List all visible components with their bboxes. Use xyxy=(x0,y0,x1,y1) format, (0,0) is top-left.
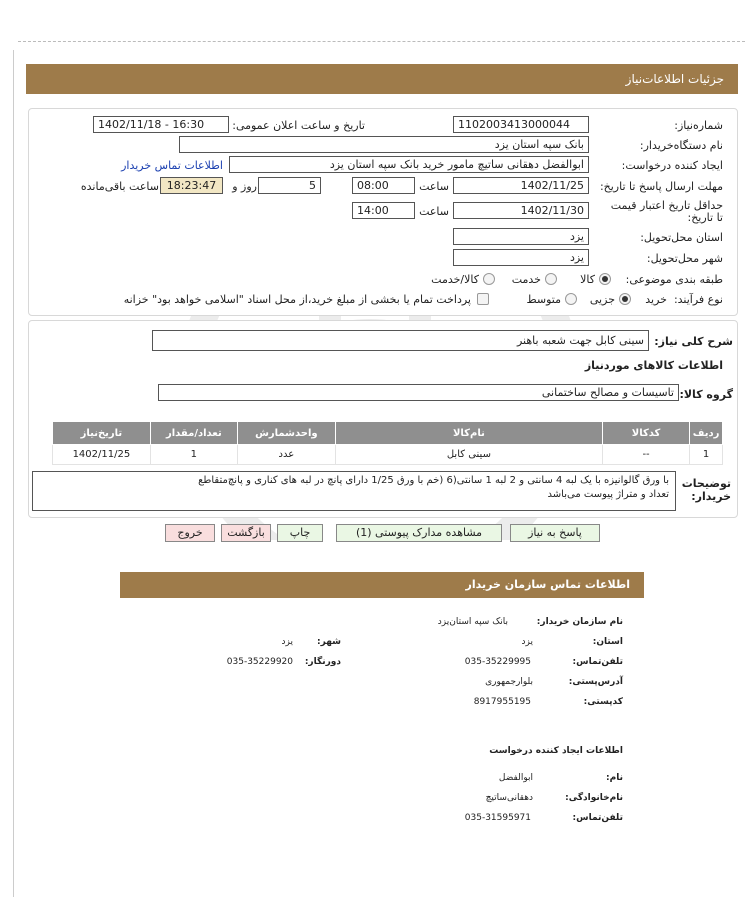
category-option-goods: کالا xyxy=(580,273,595,286)
process-option-minor: جزیی xyxy=(589,293,615,306)
validity-label-2: تا تاریخ: xyxy=(687,211,723,224)
org-name-value: بانک سپه استان‌یزد xyxy=(437,617,508,627)
cell-row: 1 xyxy=(690,445,723,465)
org-phone-value: 035-35229995 xyxy=(464,657,531,667)
group-label: گروه کالا: xyxy=(679,388,733,401)
items-table-header xyxy=(53,422,723,445)
cell-unit: عدد xyxy=(237,445,335,465)
summary-label: شرح کلی نیاز: xyxy=(654,335,733,348)
deadline-time-label: ساعت xyxy=(419,180,449,193)
org-name-label: نام سازمان خریدار: xyxy=(536,617,623,627)
need-number-label: شماره‌نیاز: xyxy=(674,119,723,132)
contact-section-title: اطلاعات تماس سازمان خریدار xyxy=(465,578,630,591)
reply-button[interactable]: پاسخ به نیاز xyxy=(510,524,600,542)
creator-phone-value: 035-31595971 xyxy=(464,813,531,823)
days-label: روز و xyxy=(232,180,257,193)
notes-label-2: خریدار: xyxy=(691,490,731,503)
category-radio-both[interactable] xyxy=(483,273,495,285)
need-info-panel xyxy=(28,108,738,316)
category-label: طبقه بندی موضوعی: xyxy=(625,273,723,286)
creator-first-name-value: ابوالفضل xyxy=(498,773,533,783)
summary-field: سینی کابل جهت شعبه باهنر xyxy=(152,330,649,351)
attachments-button[interactable]: مشاهده مدارک پیوستی (1) xyxy=(336,524,502,542)
org-address-value: بلوارجمهوری xyxy=(485,677,533,687)
org-postal-value: 8917955195 xyxy=(473,697,531,707)
notes-box xyxy=(32,471,676,511)
treasury-payment-note: پرداخت تمام یا بخشی از مبلغ خرید،از محل اسناد "اسلامی خواهد بود" خزانه xyxy=(123,293,471,306)
process-label: نوع فرآیند: xyxy=(673,293,723,306)
org-phone-label: تلفن‌تماس: xyxy=(572,657,623,667)
cell-code: -- xyxy=(603,445,690,465)
page-header xyxy=(26,64,738,94)
validity-time-label: ساعت xyxy=(419,205,449,218)
announce-label: تاریخ و ساعت اعلان عمومی: xyxy=(232,119,365,132)
org-province-label: استان: xyxy=(592,637,623,647)
org-fax-value: 035-35229920 xyxy=(226,657,293,667)
category-radio-service[interactable] xyxy=(545,273,557,285)
breadcrumb: جزئیات اطلاعات‌نیاز xyxy=(625,72,724,86)
col-row: ردیف xyxy=(690,422,723,445)
remaining-label: ساعت باقی‌مانده xyxy=(80,180,159,193)
city-label: شهر محل‌تحویل: xyxy=(646,252,723,265)
cell-date: 1402/11/25 xyxy=(53,445,151,465)
contact-section-header xyxy=(120,572,644,598)
org-province-value: یزد xyxy=(521,637,533,647)
validity-date-field: 1402/11/30 xyxy=(453,202,589,219)
deadline-date-field: 1402/11/25 xyxy=(453,177,589,194)
process-option-purchase: خرید xyxy=(645,293,667,306)
deadline-time-field: 08:00 xyxy=(352,177,415,194)
cell-name: سینی کابل xyxy=(335,445,602,465)
notes-line-2: تعداد و متراژ پیوست می‌باشد xyxy=(547,489,669,500)
creator-last-name-label: نام‌خانوادگی: xyxy=(565,793,623,803)
table-row xyxy=(53,445,723,465)
items-table xyxy=(52,421,723,465)
print-button[interactable]: چاپ xyxy=(277,524,323,542)
process-option-medium: متوسط xyxy=(526,293,561,306)
org-postal-label: کدپستی: xyxy=(583,697,623,707)
process-radio-medium[interactable] xyxy=(565,293,577,305)
col-unit: واحدشمارش xyxy=(237,422,335,445)
org-city-value: یزد xyxy=(281,637,293,647)
goods-info-title: اطلاعات کالاهای موردنیاز xyxy=(584,359,723,372)
city-field: یزد xyxy=(453,249,589,266)
category-option-service: خدمت xyxy=(511,273,541,286)
creator-label: ایجاد کننده درخواست: xyxy=(621,159,723,172)
org-address-label: آدرس‌پستی: xyxy=(568,677,623,687)
treasury-payment-checkbox[interactable] xyxy=(477,293,489,305)
org-city-label: شهر: xyxy=(317,637,341,647)
process-radio-minor[interactable] xyxy=(619,293,631,305)
col-qty: تعداد/مقدار xyxy=(150,422,237,445)
creator-first-name-label: نام: xyxy=(606,773,623,783)
creator-field: ابوالفضل دهقانی ساتیچ مامور خرید بانک سپه استان یزد xyxy=(229,156,589,173)
remaining-time-field: 18:23:47 xyxy=(160,177,223,194)
left-border xyxy=(13,50,14,897)
top-divider xyxy=(18,41,745,42)
back-button[interactable]: بازگشت xyxy=(221,524,271,542)
col-code: کدکالا xyxy=(603,422,690,445)
notes-label-1: توضیحات xyxy=(681,477,731,490)
creator-phone-label: تلفن‌تماس: xyxy=(572,813,623,823)
buyer-org-label: نام دستگاه‌خریدار: xyxy=(639,139,723,152)
need-number-field: 1102003413000044 xyxy=(453,116,589,133)
days-field: 5 xyxy=(258,177,321,194)
exit-button[interactable]: خروج xyxy=(165,524,215,542)
creator-section-title: اطلاعات ایجاد کننده درخواست xyxy=(489,746,623,756)
category-option-both: کالا/خدمت xyxy=(431,273,479,286)
validity-label-1: حداقل تاریخ اعتبار قیمت xyxy=(610,199,723,212)
validity-time-field: 14:00 xyxy=(352,202,415,219)
col-date: تاریخ‌نیاز xyxy=(53,422,151,445)
buyer-org-field: بانک سپه استان یزد xyxy=(179,136,589,153)
cell-qty: 1 xyxy=(150,445,237,465)
province-field: یزد xyxy=(453,228,589,245)
col-name: نام‌کالا xyxy=(335,422,602,445)
deadline-label: مهلت ارسال پاسخ تا تاریخ: xyxy=(599,180,723,193)
announce-field: 1402/11/18 - 16:30 xyxy=(93,116,229,133)
buyer-contact-link[interactable]: اطلاعات تماس خریدار xyxy=(121,159,223,172)
province-label: استان محل‌تحویل: xyxy=(640,231,723,244)
org-fax-label: دورنگار: xyxy=(304,657,341,667)
category-radio-goods[interactable] xyxy=(599,273,611,285)
notes-line-1: با ورق گالوانیزه با یک لبه 4 سانتی و 2 لبه 1 سانتی(6 (خم با ورق 1/25 دارای پانچ در لبه های کناری و پانچ‌متقاطع xyxy=(198,475,669,486)
creator-last-name-value: دهقانی‌ساتیچ xyxy=(485,793,533,803)
group-field: تاسیسات و مصالح ساختمانی xyxy=(158,384,679,401)
